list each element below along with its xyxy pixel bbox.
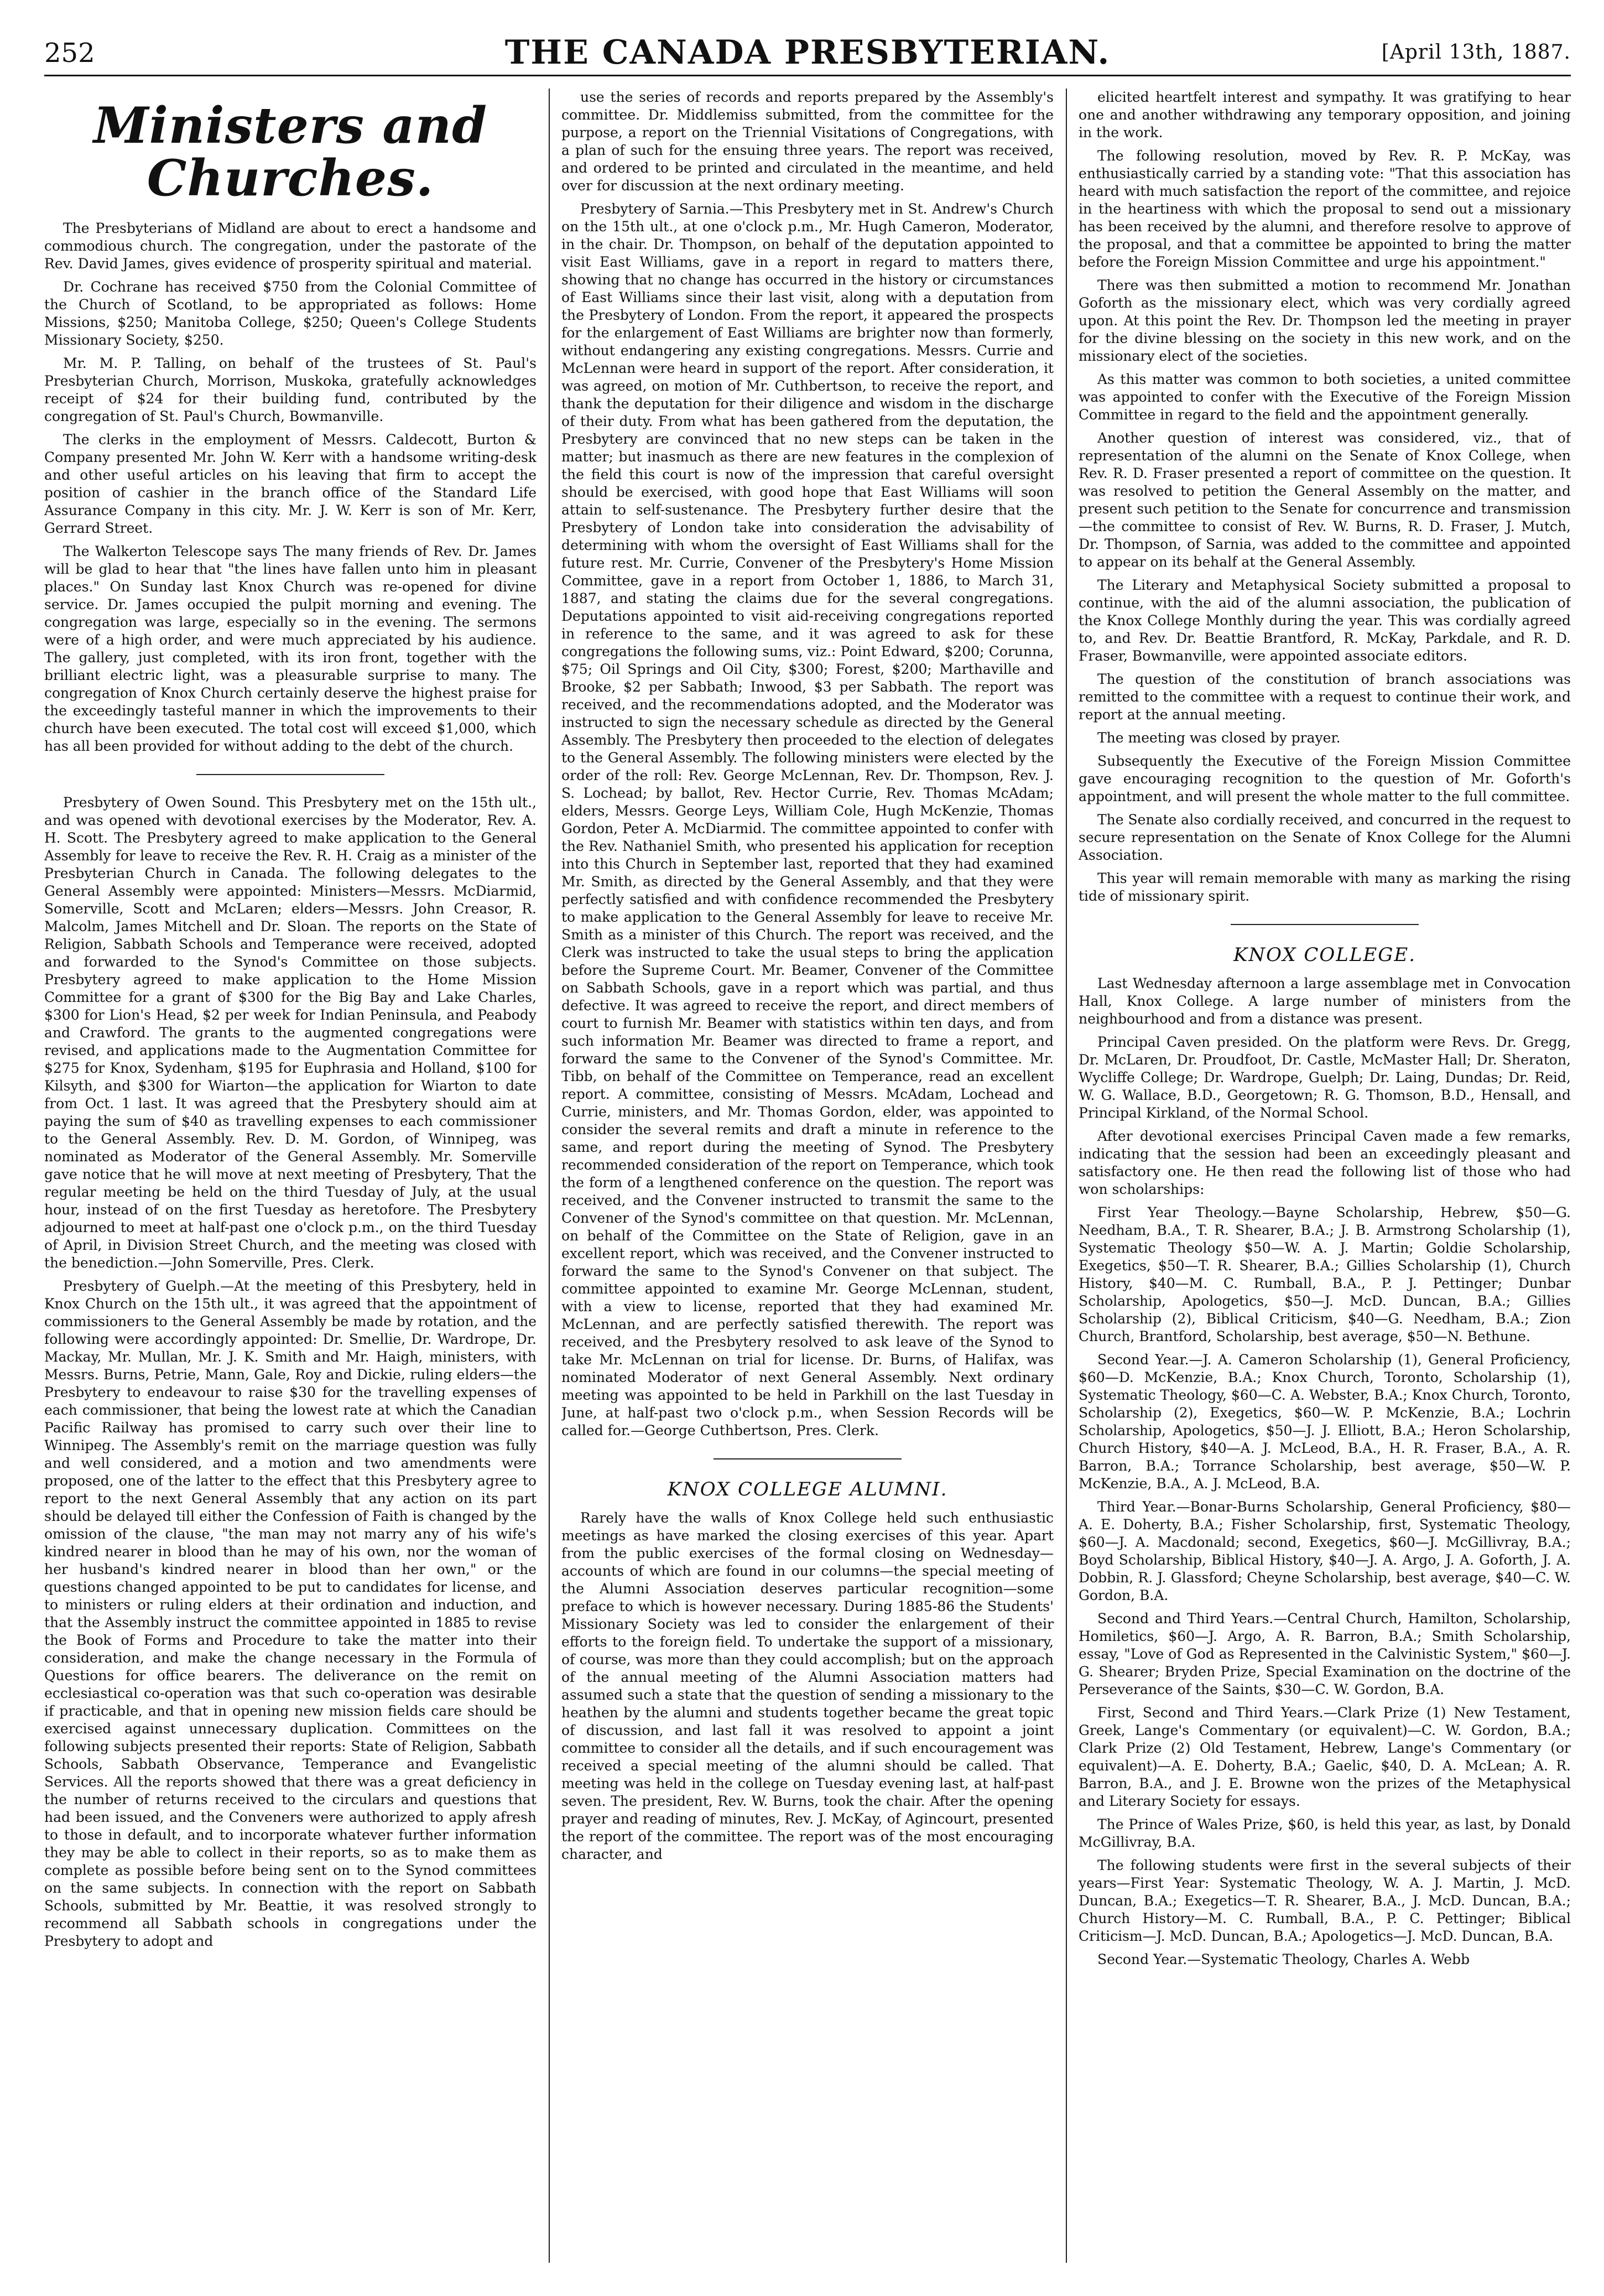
article-paragraph: Second Year.—Systematic Theology, Charles A. Webb [1097, 1951, 1470, 1967]
presbytery-report: Presbytery of Sarnia.—This Presbytery met in St. Andrew's Church on the 15th ult., at one o'clock p.m., Mr. Hugh Cameron, Moderator, in the chair. Dr. Thompson, on behalf of the deputation appointed to visit East Williams, gave in a report in regard to matters there, showing that no change has occurred in the history or circumstances of East Williams since their last visit, along with a deputation from the Presbytery of London. From the report, it appeared the prospects for the enlargement of East Williams are brighter now than formerly, without endangering any existing congregations. Messrs. Currie and McLennan were heard in support of the report. After consideration, it was agreed, on motion of Mr. Cuthbertson, to receive the report, and thank the deputation for their diligence and wisdom in the discharge of their duty. From what has been gathered from the deputation, the Presbytery are convinced that no new steps can be taken in the matter; but inasmuch as there are new features in the complexion of the field this court is now of the impression that careful oversight should be exercised, with good hope that East Williams will soon attain to self-sustenance. The Presbytery further desire that the Presbytery of London take into consideration the advisability of determining with whom the oversight of East Williams shall for the future rest. Mr. Currie, Convener of the Presbytery's Home Mission Committee, gave in a report from October 1, 1886, to March 31, 1887, and stating the claims due for the several congregations. Deputations appointed to visit aid-receiving congregations reported in reference to the same, and it was agreed to ask for these congregations the following sums, viz.: Point Edward, $200; Corunna, $75; Oil Springs and Oil City, $300; Forest, $200; Marthaville and Brooke, $2 per Sabbath; Inwood, $3 per Sabbath. The report was received, and the recommendations adopted, and the Moderator was instructed to sign the necessary schedule as directed by the General Assembly. The Presbytery then proceeded to the election of delegates to the General Assembly. The following ministers were elected by the order of the roll: Rev. George McLennan, Rev. Dr. Thompson, Rev. J. S. Lochead; by ballot, Rev. Hector Currie, Rev. Thomas McAdam; elders, Messrs. George Leys, William Cole, Hugh McKenzie, Thomas Gordon, Peter A. McDiarmid. The committee appointed to confer with the Rev. Nathaniel Smith, who presented his application for reception into this Church in September last, reported that they had examined Mr. Smith, as directed by the General Assembly, and that they were perfectly satisfied and with confidence recommended the Presbytery to make application to the General Assembly for leave to receive Mr. Smith as a minister of this Church. The report was received, and the Clerk was instructed to take the usual steps to bring the application before the Supreme Court. Mr. Beamer, Convener of the Committee on Sabbath Schools, gave in a report which was partial, and thus defective. It was agreed to receive the report, and direct members of court to furnish Mr. Beamer with statistics within ten days, and from such information Mr. Beamer was directed to frame a report, and forward the same to the Convener of the Synod's Committee. Mr. Tibb, on behalf of the Committee on Temperance, read an excellent report. A committee, consisting of Messrs. McAdam, Lochead and Currie, ministers, and Mr. Thomas Gordon, elder, was appointed to consider the several remits and draft a minute in reference to the same, and report during the meeting of Synod. The Presbytery recommended consideration of the report on Temperance, which took the form of a lengthened conference on the question. The report was received, and the Convener instructed to transmit the same to the Convener of the Synod's committee on that question. Mr. McLennan, on behalf of the Committee on the State of Religion, gave in an excellent report, which was received, and the Convener instructed to forward the same to the Synod's Convener on that subject. The committee appointed to examine Mr. George McLennan, student, with a view to license, reported that they had examined Mr. McLennan, and are perfectly satisfied therewith. The report was received, and the Presbytery resolved to ask leave of the Synod to take Mr. McLennan on trial for license. Dr. Burns, of Halifax, was nominated Moderator of next General Assembly. Next ordinary meeting was appointed to be held in Parkhill on the last Tuesday in June, at half-past two o'clock p.m., when Session Records will be called for.—George Cuthbertson, Pres. Clerk. [561, 201, 1054, 1438]
article-paragraph: The Literary and Metaphysical Society submitted a proposal to continue, with the aid of the alumni association, the publication of the Knox College Monthly during the year. This was cordially agreed to, and Rev. Dr. Beattie Brantford, R. McKay, Parkdale, and R. D. Fraser, Bowmanville, were appointed associate editors. [1079, 577, 1571, 664]
article-paragraph: There was then submitted a motion to recommend Mr. Jonathan Goforth as the missionary elect, which was very cordially agreed upon. At this point the Rev. Dr. Thompson led the meeting in prayer for the divine blessing on the society in this new work, and on the missionary elect of the societies. [1079, 277, 1571, 364]
scholarship-list: Second Year.—J. A. Cameron Scholarship (1), General Proficiency, $60—D. McKenzie, B.A.; Knox Church, Toronto, Scholarship (1), Systematic Theology, $60—C. A. Webster, B.A.; Knox Church, Toronto, Scholarship (2), Exegetics, $60—W. P. McKenzie, B.A.; Lochrin Scholarship, Apologetics, $50—J. J. Elliott, B.A.; Heron Scholarship, Church History, $40—A. J. McLeod, B.A., H. R. Fraser, B.A., A. R. Barron, B.A.; Torrance Scholarship, best average, $50—W. P. McKenzie, B.A., A. J. McLeod, B.A. [1079, 1352, 1571, 1492]
scholarship-list: Second and Third Years.—Central Church, Hamilton, Scholarship, Homiletics, $60—J. Argo, A. R. Barron, B.A.; Smith Scholarship, essay, "Love of God as Represented in the Calvinistic System," $60—J. G. Shearer; Bryden Prize, Special Examination on the doctrine of the Perseverance of the Saints, $30—C. W. Gordon, B.A. [1079, 1611, 1571, 1697]
section-heading: KNOX COLLEGE. [1233, 944, 1416, 966]
article-paragraph: Last Wednesday afternoon a large assemblage met in Convocation Hall, Knox College. A large number of ministers from the neighbourhood and from a distance was present. [1079, 975, 1571, 1027]
article-paragraph: The Senate also cordially received, and concurred in the request to secure representation on the Senate of Knox College for the Alumni Association. [1079, 812, 1571, 863]
article-paragraph: The following resolution, moved by Rev. R. P. McKay, was enthusiastically carried by a standing vote: "That this association has heard with much satisfaction the report of the committee, and rejoice in the heartiness with which the proposal to send out a missionary has been received by the alumni, and therefore resolve to approve of the proposal, and that a committee be appointed to bring the matter before the Foreign Mission Committee and urge his appointment." [1079, 148, 1571, 270]
scholarship-list: Third Year.—Bonar-Burns Scholarship, General Proficiency, $80—A. E. Doherty, B.A.; Fisher Scholarship, first, Systematic Theology, $60—J. A. Macdonald; second, Exegetics, $60—J. McGillivray, B.A.; Boyd Scholarship, Biblical History, $40—J. A. Argo, J. A. Goforth, J. A. Dobbin, R. J. Glassford; Cheyne Scholarship, best average, $40—C. W. Gordon, B.A. [1079, 1499, 1571, 1603]
article-paragraph: After devotional exercises Principal Caven made a few remarks, indicating that the session had been an exceedingly pleasant and satisfactory one. He then read the following list of those who had won scholarships: [1079, 1128, 1571, 1197]
scholarship-list: First Year Theology.—Bayne Scholarship, Hebrew, $50—G. Needham, B.A., T. R. Shearer, B.A.; J. B. Armstrong Scholarship (1), Systematic Theology $50—W. A. J. Martin; Goldie Scholarship, Exegetics, $50—T. R. Shearer, B.A.; Gillies Scholarship (1), Church History, $40—M. C. Rumball, B.A., P. J. Pettinger; Dunbar Scholarship, Apologetics, $50—J. McD. Duncan, B.A.; Gillies Scholarship (2), Biblical Criticism, $40—G. Needham, B.A.; Zion Church, Brantford, Scholarship, best average, $50—N. Bethune. [1079, 1204, 1571, 1344]
scholarship-list: First, Second and Third Years.—Clark Prize (1) New Testament, Greek, Lange's Commentary (or equivalent)—C. W. Gordon, B.A.; Clark Prize (2) Old Testament, Hebrew, Lange's Commentary (or equivalent)—A. E. Doherty, B.A.; Gaelic, $40, D. A. McLean; A. R. Barron, B.A., and J. E. Browne won the prizes of the Metaphysical and Literary Society for essays. [1079, 1705, 1571, 1809]
article-paragraph: Subsequently the Executive of the Foreign Mission Committee gave encouraging recognition to the question of Mr. Goforth's appointment, and will present the whole matter to the full committee. [1079, 753, 1571, 804]
report-paragraph: use the series of records and reports prepared by the Assembly's committee. Dr. Middlemiss submitted, from the committee for the purpose, a report on the Triennial Visitations of Congregations, with a plan of such for the ensuing three years. The report was received, and ordered to be printed and circulated in the meantime, and held over for discussion at the next ordinary meeting. [561, 89, 1054, 194]
column-rule [1066, 89, 1067, 2263]
article-paragraph: This year will remain memorable with many as marking the rising tide of missionary spirit. [1079, 870, 1571, 904]
section-divider [1231, 924, 1419, 925]
article-paragraph: The question of the constitution of branch associations was remitted to the committee with a request to continue their work, and report at the annual meeting. [1079, 671, 1571, 723]
article-paragraph: As this matter was common to both societies, a united committee was appointed to confer with the Executive of the Foreign Mission Committee in regard to the field and the appointment generally. [1079, 371, 1571, 423]
column-rule [549, 89, 550, 2263]
issue-date: [April 13th, 1887. [1381, 41, 1571, 64]
page-number: 252 [44, 38, 95, 69]
page-header [44, 33, 1571, 76]
article-paragraph: The meeting was closed by prayer. [1097, 730, 1341, 746]
column-1 [44, 89, 537, 2263]
article-paragraph: Another question of interest was considered, viz., that of representation of the alumni on the Senate of Knox College, when Rev. R. D. Fraser presented a report of committee on the question. It was resolved to petition the General Assembly on the matter, and present such petition to the Senate for concurrence and transmission—the committee to consist of Rev. W. Burns, R. D. Fraser, J. Mutch, Dr. Thompson, of Sarnia, was added to the committee and appointed to appear on its behalf at the General Assembly. [1079, 430, 1571, 570]
article-paragraph: The following students were first in the several subjects of their years—First Year: Systematic Theology, W. A. J. Martin, J. McD. Duncan, B.A.; Exegetics—T. R. Shearer, B.A., J. McD. Duncan, B.A.; Church History—M. C. Rumball, B.A., P. C. Pettinger; Biblical Criticism—J. McD. Duncan, B.A.; Apologetics—J. McD. Duncan, B.A. [1079, 1857, 1571, 1944]
column-3 [1079, 89, 1571, 2263]
news-item: The clerks in the employment of Messrs. Caldecott, Burton & Company presented Mr. John W. Kerr with a handsome writing-desk and other useful articles on his leaving that firm to accept the position of cashier in the branch office of the Standard Life Assurance Company in this city. Mr. J. W. Kerr is son of Mr. Kerr, Gerrard Street. [44, 432, 537, 536]
presbytery-report: Presbytery of Guelph.—At the meeting of this Presbytery, held in Knox Church on the 15th ult., it was agreed that the appointment of commissioners to the General Assembly be made by rotation, and the following were accordingly appointed: Dr. Smellie, Dr. Wardrope, Dr. Mackay, Mr. Mullan, Mr. J. K. Smith and Mr. Haigh, ministers, with Messrs. Burns, Petrie, Mann, Gale, Roy and Dickie, ruling elders—the Presbytery to endeavour to raise $30 for the travelling expenses of each commissioner, that being the lowest rate at which the Canadian Pacific Railway has promised to carry such over their line to Winnipeg. The Assembly's remit on the marriage question was fully and well considered, and a motion and two amendments were proposed, one of the latter to the effect that this Presbytery agree to report to the next General Assembly that any action on its part should be delayed till either the Confession of Faith is changed by the omission of the clause, "the man may not marry any of his wife's kindred nearer in blood than he may of his own, nor the woman of her husband's kindred nearer in blood than her own," or the questions changed appointed to be put to candidates for license, and to ministers or ruling elders at their ordination and induction, and that the Assembly instruct the committee appointed in 1885 to revise the Book of Forms and Procedure to take the matter into their consideration, and make the change necessary in the Formula of Questions for office bearers. The deliverance on the remit on ecclesiastical co-operation was that such co-operation was desirable if practicable, and that in opening new mission fields care should be exercised against unnecessary duplication. Committees on the following subjects presented their reports: State of Religion, Sabbath Schools, Sabbath Observance, Temperance and Evangelistic Services. All the reports showed that there was a great deficiency in the number of returns received to the circulars and questions that had been issued, and the Conveners were authorized to apply afresh to those in default, and to incorporate whatever further information they may be able to collect in their reports, so as to make them as complete as possible before being sent on to the Synod committees on the same subjects. In connection with the report on Sabbath Schools, submitted by Mr. Beattie, it was resolved strongly to recommend all Sabbath schools in congregations under the Presbytery to adopt and [44, 1278, 537, 1949]
section-heading: KNOX COLLEGE ALUMNI. [667, 1478, 948, 1500]
section-divider [714, 1458, 902, 1459]
news-item: The Walkerton Telescope says The many friends of Rev. Dr. James will be glad to hear that "the lines have fallen unto him in pleasant places." On Sunday last Knox Church was re-opened for divine service. Dr. James occupied the pulpit morning and evening. The congregation was large, especially so in the evening. The sermons were of a high order, and were much appreciated by his audience. The gallery, just completed, with its iron front, together with the brilliant electric light, was a pleasurable surprise to many. The congregation of Knox Church certainly deserve the highest praise for the exceedingly tasteful manner in which the improvements to their church have been executed. The total cost will exceed $1,000, which has all been provided for without adding to the debt of the church. [44, 543, 537, 754]
section-masthead: Ministers and Churches. [93, 96, 488, 207]
newspaper-title: THE CANADA PRESBYTERIAN. [504, 33, 1111, 72]
column-2 [561, 89, 1054, 2263]
news-item: Dr. Cochrane has received $750 from the Colonial Committee of the Church of Scotland, to be appropriated as follows: Home Missions, $250; Manitoba College, $250; Queen's College Students Missionary Society, $250. [44, 279, 537, 348]
newspaper-page [44, 33, 1571, 2268]
article-paragraph: elicited heartfelt interest and sympathy. It was gratifying to hear one and another withdrawing any temporary opposition, and joining in the work. [1079, 89, 1571, 141]
article-paragraph: The Prince of Wales Prize, $60, is held this year, as last, by Donald McGillivray, B.A. [1079, 1816, 1571, 1850]
presbytery-report: Presbytery of Owen Sound. This Presbytery met on the 15th ult., and was opened with devotional exercises by the Moderator, Rev. A. H. Scott. The Presbytery agreed to make application to the General Assembly for leave to receive the Rev. R. H. Craig as a minister of the Presbyterian Church in Canada. The following delegates to the General Assembly were appointed: Ministers—Messrs. McDiarmid, Somerville, Scott and McLaren; elders—Messrs. John Creasor, R. Malcolm, James Mitchell and Dr. Sloan. The reports on the State of Religion, Sabbath Schools and Temperance were received, adopted and forwarded to the Synod's Committee on those subjects. Presbytery agreed to make application to the Home Mission Committee for a grant of $300 for the Big Bay and Lake Charles, $300 for Lion's Head, $2 per week for Indian Peninsula, and Peabody and Crawford. The grants to the augmented congregations were revised, and applications made to the Augmentation Committee for $275 for Knox, Sydenham, $195 for Euphrasia and Holland, $100 for Kilsyth, and $300 for Wiarton—the application for Wiarton to date from Oct. 1 last. It was agreed that the Presbytery should aim at paying the sum of $40 as travelling expenses to each commissioner to the General Assembly. Rev. D. M. Gordon, of Winnipeg, was nominated as Moderator of the General Assembly. Mr. Somerville gave notice that he will move at next meeting of Presbytery, That the regular meeting be held on the third Tuesday of July, at the usual hour, instead of on the first Tuesday as heretofore. The Presbytery adjourned to meet at half-past one o'clock p.m., on the third Tuesday of April, in Division Street Church, and the meeting was closed with the benediction.—John Somerville, Pres. Clerk. [44, 794, 537, 1271]
section-divider [196, 774, 384, 775]
news-item: Mr. M. P. Talling, on behalf of the trustees of St. Paul's Presbyterian Church, Morrison, Muskoka, gratefully acknowledges receipt of $24 for their building fund, contributed by the congregation of St. Paul's Church, Bowmanville. [44, 355, 537, 424]
article-paragraph: Principal Caven presided. On the platform were Revs. Dr. Gregg, Dr. McLaren, Dr. Proudfoot, Dr. Castle, McMaster Hall; Dr. Sheraton, Wycliffe College; Dr. Wardrope, Guelph; Dr. Laing, Dundas; Dr. Reid, W. G. Wallace, B.D., Georgetown; R. G. Thomson, B.D., Hensall, and Principal Kirkland, of the Normal School. [1079, 1034, 1571, 1121]
news-item: The Presbyterians of Midland are about to erect a handsome and commodious church. The congregation, under the pastorate of the Rev. David James, gives evidence of prosperity spiritual and material. [44, 220, 537, 272]
article-paragraph: Rarely have the walls of Knox College held such enthusiastic meetings as have marked the closing exercises of this year. Apart from the public exercises of the formal closing on Wednesday—accounts of which are found in our columns—the special meeting of the Alumni Association deserves particular recognition—some preface to which is however necessary. During 1885-86 the Students' Missionary Society was led to consider the enlargement of their efforts to the foreign field. To undertake the support of a missionary, of course, was more than they could accomplish; but on the approach of the annual meeting of the Alumni Association matters had assumed such a state that the question of sending a missionary to the heathen by the alumni and students together became the great topic of discussion, and last fall it was resolved to appoint a joint committee to consider all the details, and if such encouragement was received a special meeting of the alumni should be called. That meeting was held in the college on Tuesday evening last, at half-past seven. The president, Rev. W. Burns, took the chair. After the opening prayer and reading of minutes, Rev. J. McKay, of Agincourt, presented the report of the committee. The report was of the most encouraging character, and [561, 1510, 1054, 1862]
